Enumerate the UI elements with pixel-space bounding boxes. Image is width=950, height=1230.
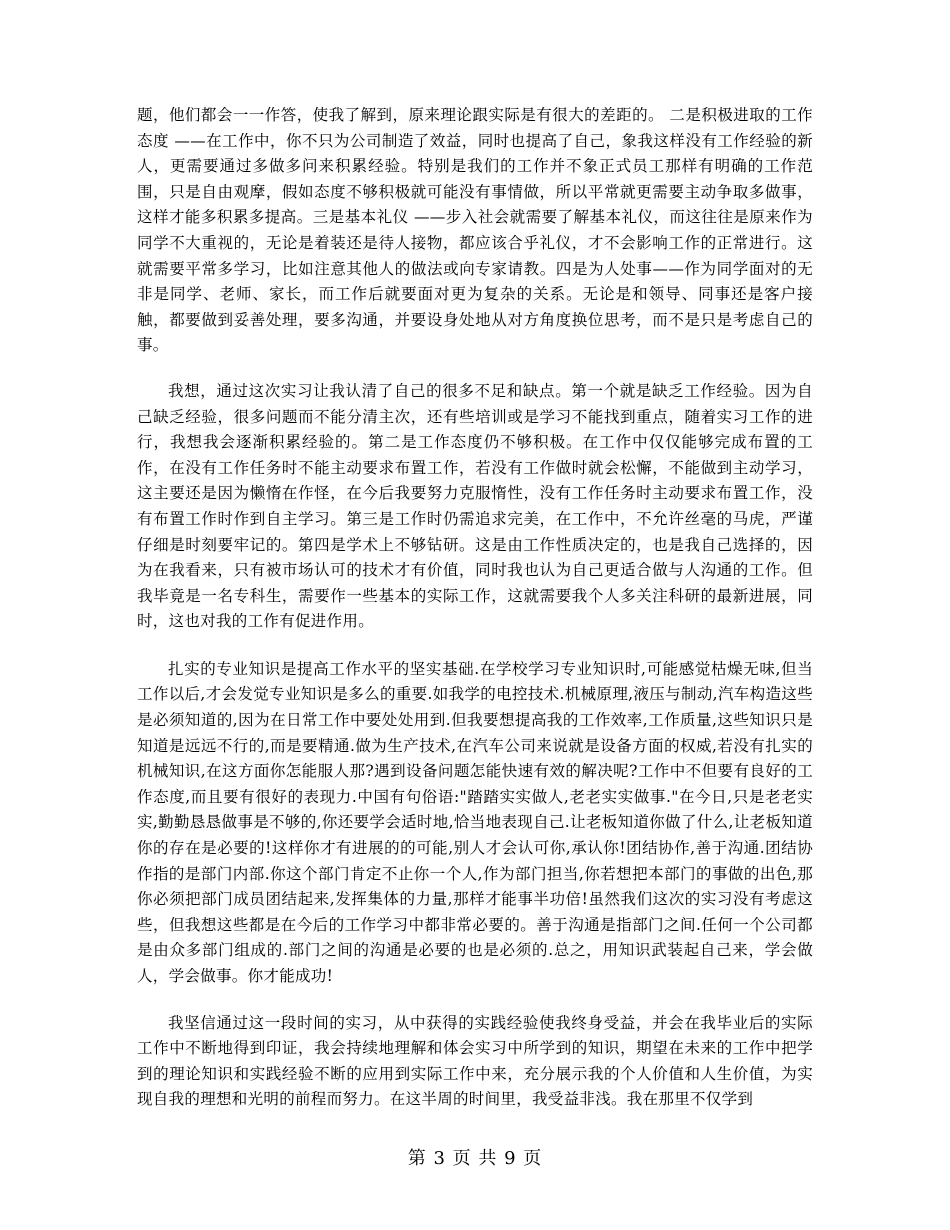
paragraph-conclusion: 我坚信通过这一段时间的实习，从中获得的实践经验使我终身受益，并会在我毕业后的实际工作中不断地得到印证，我会持续地理解和体会实习中所学到的知识，期望在未来的工作中把学到的理论知识和实践经验不断的应用到实际工作中来，充分展示我的个人价值和人生价值，为实现自我的理想和光明的前程而努力。在这半周的时间里，我受益非浅。我在那里不仅学到 <box>137 1013 813 1109</box>
document-body <box>137 103 813 1113</box>
paragraph-continuation: 题，他们都会一一作答，使我了解到，原来理论跟实际是有很大的差距的。 二是积极进取的工作态度 ——在工作中，你不只为公司制造了效益，同时也提高了自己，象我这样没有工作经验的新人，更需要通过多做多问来积累经验。特别是我们的工作并不象正式员工那样有明确的工作范围，只是自由观摩，假如态度不够积极就可能没有事情做，所以平常就更需要主动争取多做事，这样才能多积累多提高。三是基本礼仪 ——步入社会就需要了解基本礼仪，而这往往是原来作为同学不大重视的，无论是着装还是待人接物，都应该合乎礼仪，才不会影响工作的正常进行。这就需要平常多学习，比如注意其他人的做法或向专家请教。四是为人处事——作为同学面对的无非是同学、老师、家长，而工作后就要面对更为复杂的关系。无论是和领导、同事还是客户接触，都要做到妥善处理，要多沟通，并要设身处地从对方角度换位思考，而不是只是考虑自己的事。 <box>137 106 813 355</box>
paragraph-professional-knowledge: 扎实的专业知识是提高工作水平的坚实基础.在学校学习专业知识时,可能感觉枯燥无味,但当工作以后,才会发觉专业知识是多么的重要.如我学的电控技术.机械原理,液压与制动,汽车构造这些是必须知道的,因为在日常工作中要处处用到.但我要想提高我的工作效率,工作质量,这些知识只是知道是远远不行的,而是要精通.做为生产技术,在汽车公司来说就是设备方面的权威,若没有扎实的机械知识,在这方面你怎能服人那?遇到设备问题怎能快速有效的解决呢?工作中不但要有良好的工作态度,而且要有很好的表现力.中国有句俗语:"踏踏实实做人,老老实实做事."在今日,只是老老实实,勤勤恳恳做事是不够的,你还要学会适时地,恰当地表现自己.让老板知道你做了什么,让老板知道你的存在是必要的!这样你才有进展的的可能,别人才会认可你,承认你!团结协作,善于沟通.团结协作指的是部门内部.你这个部门肯定不止你一个人,作为部门担当,你若想把本部门的事做的出色,那你必须把部门成员团结起来,发挥集体的力量,那样才能事半功倍!虽然我们这次的实习没有考虑这些，但我想这些都是在今后的工作学习中都非常必要的。善于沟通是指部门之间.任何一个公司都是由众多部门组成的.部门之间的沟通是必要的也是必须的.总之，用知识武装起自己来，学会做人，学会做事。你才能成功! <box>137 659 813 985</box>
paragraph-shortcomings: 我想，通过这次实习让我认清了自己的很多不足和缺点。第一个就是缺乏工作经验。因为自己缺乏经验，很多问题而不能分清主次，还有些培训或是学习不能找到重点，随着实习工作的进行，我想我会逐渐积累经验的。第二是工作态度仍不够积极。在工作中仅仅能够完成布置的工作，在没有工作任务时不能主动要求布置工作，若没有工作做时就会松懈，不能做到主动学习，这主要还是因为懒惰在作怪，在今后我要努力克服惰性，没有工作任务时主动要求布置工作，没有布置工作时作到自主学习。第三是工作时仍需追求完美，在工作中，不允许丝毫的马虎，严谨仔细是时刻要牢记的。第四是学术上不够钻研。这是由工作性质决定的，也是我自己选择的，因为在我看来，只有被市场认可的技术才有价值，同时我也认为自己更适合做与人沟通的工作。但我毕竟是一名专科生，需要作一些基本的实际工作，这就需要我个人多关注科研的最新进展，同时，这也对我的工作有促进作用。 <box>137 381 813 631</box>
page-number-footer: 第 3 页 共 9 页 <box>407 1148 543 1169</box>
